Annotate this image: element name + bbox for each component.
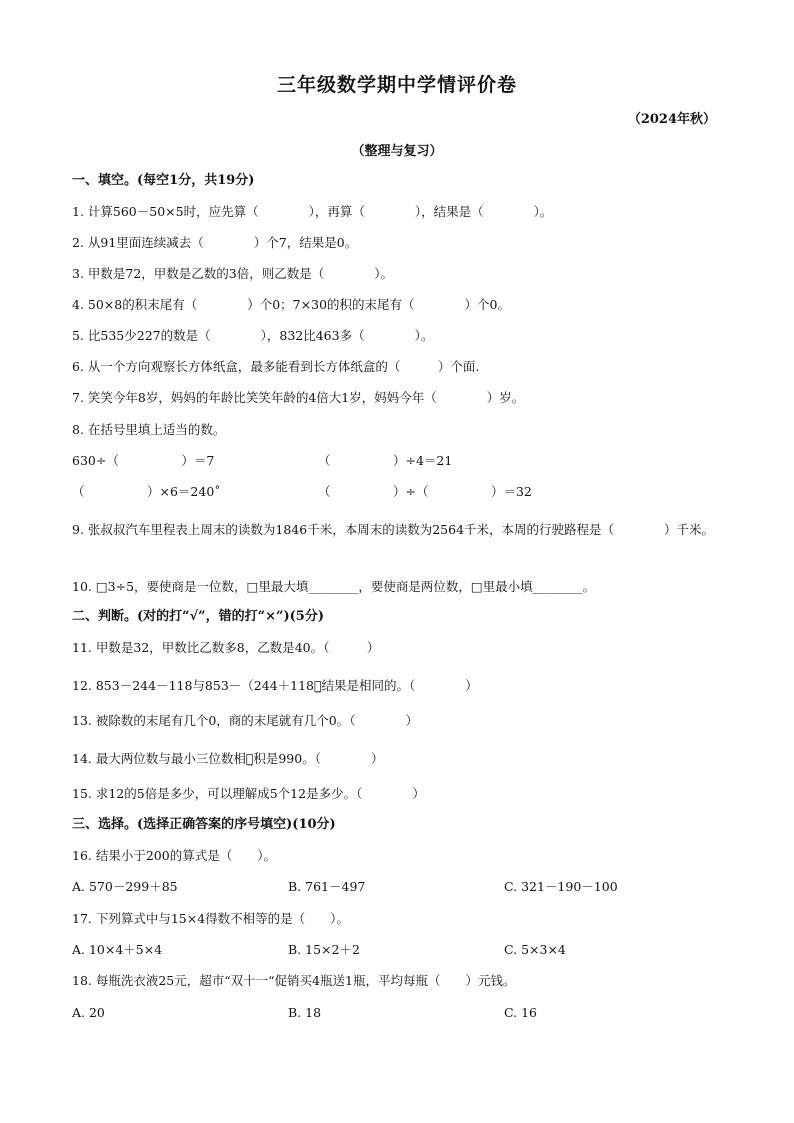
- question-18-option-b: B. 18: [288, 1005, 322, 1020]
- question-15: 15. 求12的5倍是多少，可以理解成5个12是多少。（ ）: [72, 786, 425, 801]
- question-17-option-c: C. 5×3×4: [504, 942, 566, 957]
- question-18-option-c: C. 16: [504, 1005, 537, 1020]
- section-choice: 三、选择。(选择正确答案的序号填空)(10分): [72, 817, 336, 832]
- section-judge: 二、判断。(对的打“√”，错的打“×”)(5分): [72, 609, 324, 624]
- question-7: 7. 笑笑今年8岁，妈妈的年龄比笑笑年龄的4倍大1岁，妈妈今年（ ）岁。: [72, 390, 525, 405]
- question-10: 10. □3÷5，要使商是一位数，□里最大填________，要使商是两位数，□里最小填________。: [72, 579, 596, 594]
- question-3: 3. 甲数是72，甲数是乙数的3倍，则乙数是（ ）。: [72, 266, 394, 281]
- exam-term: （2024年秋）: [627, 112, 716, 127]
- question-8c: （ ）×6＝240˚: [72, 484, 221, 499]
- question-14: 14. 最大两位数与最小三位数相乘̤积是990。（ ）: [72, 751, 384, 766]
- question-16-option-a: A. 570－299＋85: [72, 879, 178, 894]
- question-13: 13. 被除数的末尾有几个0，商的末尾就有几个0。（ ）: [72, 713, 419, 728]
- question-17: 17. 下列算式中与15×4得数不相等的是（ ）。: [72, 911, 349, 926]
- question-8: 8. 在括号里填上适当的数。: [72, 422, 226, 437]
- exam-subtitle: （整理与复习）: [351, 144, 443, 159]
- exam-title: 三年级数学期中学情评价卷: [276, 74, 517, 96]
- question-6: 6. 从一个方向观察长方体纸盒，最多能看到长方体纸盒的（ ）个面.: [72, 359, 480, 374]
- question-2: 2. 从91里面连续减去（ ）个7，结果是0。: [72, 235, 358, 250]
- question-8a: 630÷（ ）＝7: [72, 453, 215, 468]
- question-11: 11. 甲数是32，甲数比乙数多8，乙数是40。（ ）: [72, 640, 380, 655]
- question-18: 18. 每瓶洗衣液25元，超市“双十一“促销买4瓶送1瓶，平均每瓶（ ）元钱。: [72, 973, 516, 988]
- question-17-option-b: B. 15×2＋2: [288, 942, 360, 957]
- question-18-option-a: A. 20: [72, 1005, 105, 1020]
- question-5: 5. 比535少227的数是（ ），832比463多（ ）。: [72, 328, 434, 343]
- section-fill-in: 一、填空。(每空1分，共19分): [72, 173, 255, 188]
- question-16-option-b: B. 761－497: [288, 879, 366, 894]
- question-8d: （ ）÷（ ）＝32: [318, 484, 532, 499]
- question-8b: （ ）÷4＝21: [318, 453, 453, 468]
- question-12: 12. 853－244－118与853－（244＋118）̤结果是相同的。（ ）: [72, 678, 478, 693]
- question-9: 9. 张叔叔汽车里程表上周末的读数为1846千米，本周末的读数为2564千米，本周的行驶路程是（ ）千米。: [72, 522, 715, 537]
- question-16: 16. 结果小于200的算式是（ ）。: [72, 848, 276, 863]
- question-1: 1. 计算560－50×5时，应先算（ ），再算（ ），结果是（ ）。: [72, 204, 553, 219]
- question-16-option-c: C. 321－190－100: [504, 879, 618, 894]
- question-17-option-a: A. 10×4＋5×4: [72, 942, 163, 957]
- question-4: 4. 50×8的积末尾有（ ）个0；7×30的积的末尾有（ ）个0。: [72, 297, 510, 312]
